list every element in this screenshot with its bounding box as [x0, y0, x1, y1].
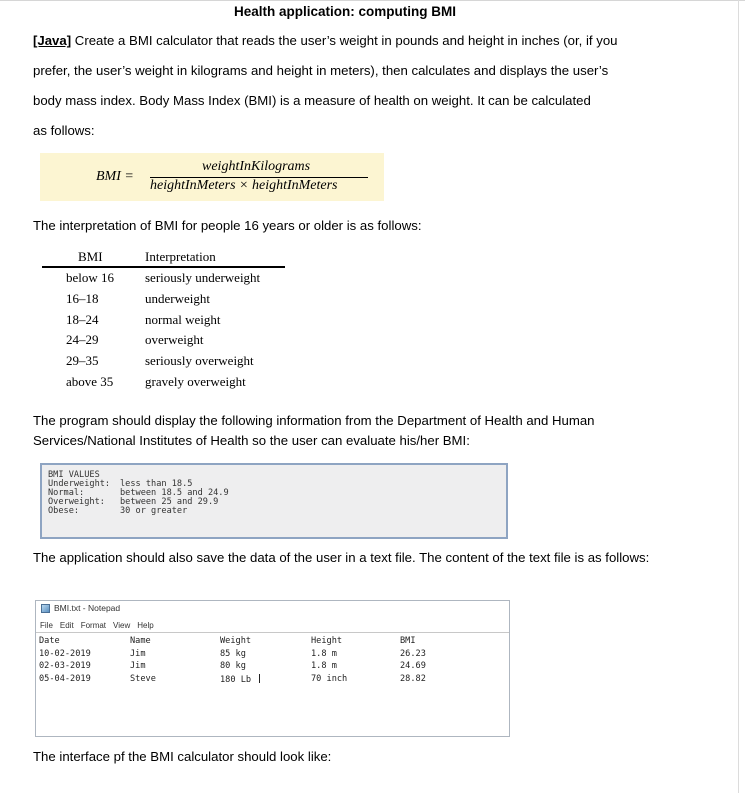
column-header-bmi: BMI [400, 636, 416, 646]
table-row: Jim [130, 661, 146, 671]
notepad-titlebar [36, 601, 509, 617]
menu-format[interactable]: Format [80, 621, 107, 630]
column-header-height: Height [311, 636, 343, 646]
notepad-window [35, 600, 510, 737]
save-description: The application should also save the data of the user in a text file. The content of the text file is as follows: [33, 550, 650, 565]
text-cursor [259, 674, 260, 683]
bmi-values-label: Obese: [48, 506, 80, 516]
bmi-values-label: Underweight: [48, 479, 111, 489]
table-row-bmi: below 16 [66, 270, 115, 285]
java-tag: [Java] [33, 33, 72, 48]
table-row-bmi: 29–35 [66, 353, 99, 368]
table-row: 85 kg [220, 648, 246, 659]
bmi-formula [40, 153, 384, 201]
bmi-values-range: less than 18.5 [120, 479, 193, 489]
table-row: 1.8 m [311, 648, 337, 659]
table-row-bmi: 16–18 [66, 291, 99, 306]
table-row-bmi: 24–29 [66, 332, 99, 347]
bmi-values-box [40, 463, 508, 539]
notepad-menubar [40, 621, 161, 630]
formula-numerator: weightInKilograms [202, 159, 311, 174]
table-row: 10-02-2019 [39, 648, 91, 659]
interpretation-intro: The interpretation of BMI for people 16 years or older is as follows: [33, 218, 422, 233]
column-header-weight: Weight [220, 636, 252, 646]
table-row-interpretation: overweight [145, 332, 204, 347]
table-row: 180 Lb [220, 673, 260, 687]
table-row-bmi: 18–24 [66, 312, 99, 327]
menu-view[interactable]: View [113, 621, 131, 630]
bmi-values-range: between 25 and 29.9 [120, 497, 219, 507]
notepad-window-title: BMI.txt - Notepad [54, 603, 121, 613]
table-row-interpretation: underweight [145, 291, 210, 306]
menu-file[interactable]: File [40, 621, 53, 630]
table-row: Steve [130, 673, 156, 684]
bmi-values-range: 30 or greater [120, 506, 188, 516]
intro-line-3: body mass index. Body Mass Index (BMI) is a measure of health on weight. It can be calculated [33, 93, 591, 108]
bmi-values-range: between 18.5 and 24.9 [120, 488, 229, 498]
column-header-date: Date [39, 636, 60, 646]
table-row: 70 inch [311, 673, 348, 684]
table-header-interpretation: Interpretation [145, 249, 216, 264]
notepad-text-area[interactable] [36, 632, 509, 737]
intro-line-4: as follows: [33, 123, 95, 138]
menu-help[interactable]: Help [137, 621, 154, 630]
table-row: 05-04-2019 [39, 673, 91, 684]
formula-lhs: BMI = [96, 169, 134, 184]
table-row: 26.23 [400, 648, 426, 659]
bmi-values-label: Overweight: [48, 497, 105, 507]
notepad-icon [41, 604, 50, 613]
table-row: 02-03-2019 [39, 661, 91, 671]
table-header-rule [42, 266, 285, 268]
table-header-bmi: BMI [78, 249, 103, 264]
page-title: Health application: computing BMI [234, 4, 456, 19]
program-description: The program should display the following information from the Department of Health and Human Services/National Institutes of Health so the user can evaluate his/her BMI: [33, 413, 595, 448]
table-row-interpretation: seriously overweight [145, 353, 254, 368]
table-row: Jim [130, 648, 146, 659]
table-row: 1.8 m [311, 661, 337, 671]
page-right-border [738, 0, 739, 793]
menu-edit[interactable]: Edit [59, 621, 74, 630]
table-row-interpretation: normal weight [145, 312, 221, 327]
table-row: 24.69 [400, 661, 426, 671]
page-top-border [0, 0, 745, 1]
column-header-name: Name [130, 636, 151, 646]
formula-denominator: heightInMeters × heightInMeters [150, 178, 338, 193]
table-row: 80 kg [220, 661, 246, 671]
bmi-values-label: Normal: [48, 488, 85, 498]
table-row: 28.82 [400, 673, 426, 684]
table-row-interpretation: seriously underweight [145, 270, 261, 285]
bmi-values-heading: BMI VALUES [48, 470, 100, 480]
closing-text: The interface pf the BMI calculator should look like: [33, 749, 332, 764]
intro-line-2: prefer, the user’s weight in kilograms and height in meters), then calculates and displays the user’s [33, 63, 609, 78]
table-row-bmi: above 35 [66, 374, 114, 389]
table-row-interpretation: gravely overweight [145, 374, 246, 389]
intro-line-1: [Java] Create a BMI calculator that reads the user’s weight in pounds and height in inches (or, if you [33, 33, 618, 48]
